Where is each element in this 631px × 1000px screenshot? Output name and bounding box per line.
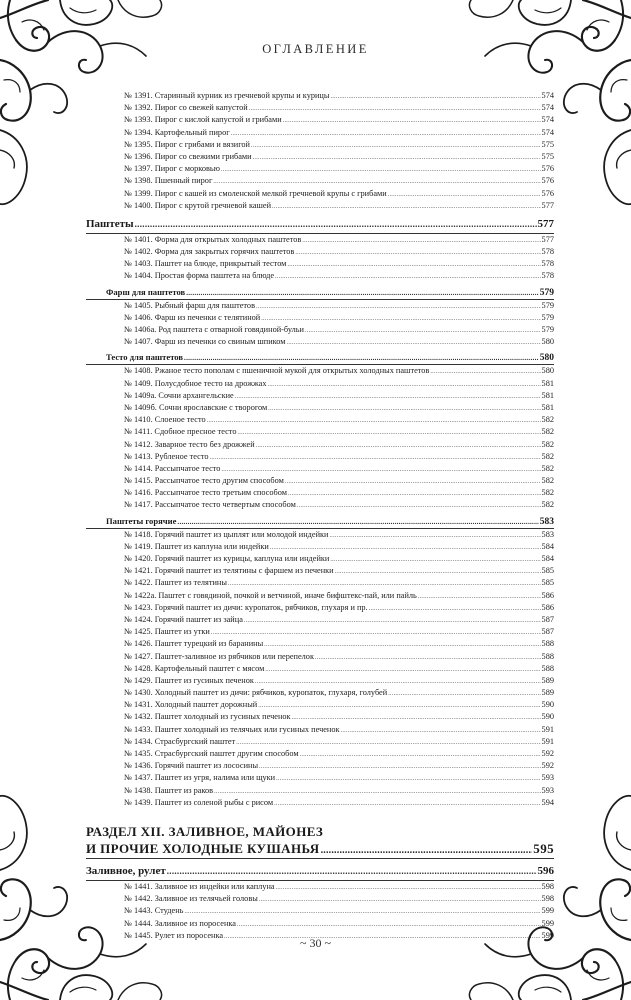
dot-leader — [275, 270, 541, 282]
dot-leader — [335, 565, 541, 577]
toc-entry-page: 579 — [541, 312, 554, 322]
dot-leader — [285, 475, 541, 487]
toc-entry-title: № 1417. Рассыпчатое тесто четвертым способом — [124, 500, 296, 510]
toc-entry[interactable] — [86, 426, 554, 438]
toc-entry[interactable] — [86, 881, 554, 893]
toc-subsection-page: 580 — [539, 353, 554, 364]
toc-entry-title: № 1392. Пирог со свежей капустой — [124, 103, 248, 113]
toc-entry[interactable] — [86, 90, 554, 102]
toc-entry-title: № 1431. Холодный паштет дорожный — [124, 700, 258, 710]
toc-entry[interactable] — [86, 378, 554, 390]
toc-entry-page: 581 — [541, 402, 554, 412]
toc-entry-page: 594 — [541, 797, 554, 807]
dot-leader — [184, 905, 540, 917]
toc-entry-page: 575 — [541, 151, 554, 161]
toc-entry[interactable] — [86, 139, 554, 151]
toc-entry-page: 589 — [541, 688, 554, 698]
toc-entry-title: № 1403. Паштет на блюде, прикрытый тестом — [124, 259, 287, 269]
dot-leader — [214, 785, 540, 797]
toc-subsection-title: Тесто для паштетов — [106, 352, 184, 363]
page-number: ~ 30 ~ — [300, 936, 331, 950]
toc-entry[interactable] — [86, 626, 554, 638]
dot-leader — [259, 760, 541, 772]
toc-entry[interactable] — [86, 711, 554, 723]
toc-entry-title: № 1412. Заварное тесто без дрожжей — [124, 439, 255, 449]
toc-entry-title: № 1396. Пирог со свежими грибами — [124, 151, 252, 161]
toc-entry-page: 576 — [541, 188, 554, 198]
toc-entry[interactable] — [86, 918, 554, 930]
dot-leader — [236, 736, 540, 748]
dot-leader — [221, 163, 541, 175]
dot-leader — [274, 797, 540, 809]
dot-leader — [231, 127, 541, 139]
toc-entry-page: 574 — [541, 103, 554, 113]
toc-entry-page: 576 — [541, 164, 554, 174]
dot-leader — [302, 234, 540, 246]
dot-leader — [184, 350, 539, 365]
toc-subsection[interactable] — [86, 350, 554, 365]
dot-leader — [253, 151, 541, 163]
toc-entry-title: № 1408. Ржаное тесто пополам с пшеничной мукой для открытых холодных паштетов — [124, 366, 430, 376]
dot-leader — [388, 687, 540, 699]
dot-leader — [264, 638, 540, 650]
toc-entry-page: 593 — [541, 773, 554, 783]
toc-entry-title: № 1424. Горячий паштет из зайца — [124, 614, 243, 624]
toc-entry-page: 592 — [541, 749, 554, 758]
toc-entry-page: 582 — [541, 463, 554, 473]
dot-leader — [287, 336, 541, 348]
toc-entry[interactable] — [86, 188, 554, 200]
toc-entry[interactable] — [86, 785, 554, 797]
toc-entry-title: № 1409. Полусдобное тесто на дрожжах — [124, 378, 267, 388]
toc-entry-page: 582 — [541, 451, 554, 461]
toc-entry-title: № 1402. Форма для закрытых горячих паштетов — [124, 247, 295, 257]
dot-leader — [256, 439, 541, 451]
toc-entry-title: № 1426. Паштет турецкий из баранины — [124, 639, 264, 649]
toc-entry-title: № 1397. Пирог с морковью — [124, 164, 220, 174]
dot-leader — [265, 663, 540, 675]
toc-entry-page: 578 — [541, 247, 554, 257]
dot-leader — [255, 675, 541, 687]
toc-entry-title: № 1433. Паштет холодный из телячьих или гусиных печенок — [124, 724, 340, 734]
dot-leader — [135, 216, 537, 233]
part-page-number: 595 — [533, 840, 554, 856]
toc-entry-title: № 1401. Форма для открытых холодных паштетов — [124, 234, 302, 244]
dot-leader — [321, 840, 533, 859]
toc-entry-title: № 1406а. Род паштета с отварной говядиной-бульи — [124, 325, 304, 334]
dot-leader — [251, 139, 541, 151]
toc-entry[interactable] — [86, 234, 554, 246]
toc-entry-title: № 1420. Горячий паштет из курицы, каплуна или индейки — [124, 554, 330, 563]
part-heading-line2-row[interactable] — [86, 840, 554, 859]
dot-leader — [213, 175, 540, 187]
toc-entry[interactable] — [86, 638, 554, 650]
toc-entry-page: 599 — [541, 918, 554, 928]
dot-leader — [388, 188, 541, 200]
toc-entry-title: № 1445. Рулет из поросенка — [124, 930, 224, 940]
toc-entry[interactable] — [86, 577, 554, 589]
toc-entry-page: 589 — [541, 675, 554, 685]
toc-subsection-page: 583 — [539, 516, 554, 527]
toc-entry-title: № 1436. Горячий паштет из лососины — [124, 761, 259, 771]
toc-entry-title: № 1400. Пирог с крутой гречневой кашей — [124, 200, 272, 210]
dot-leader — [210, 451, 541, 463]
toc-entry[interactable] — [86, 200, 554, 212]
toc-entry-page: 578 — [541, 271, 554, 281]
toc-entry-title: № 1394. Картофельный пирог — [124, 127, 230, 137]
toc-entry-page: 582 — [541, 476, 554, 486]
toc-entry-title: № 1435. Страсбургский паштет другим способом — [124, 749, 299, 758]
toc-entry-page: 580 — [541, 366, 554, 376]
toc-entry-page: 586 — [541, 602, 554, 612]
toc-entry-title: № 1430. Холодный паштет из дичи: рябчиков, куропаток, глухаря, голубей — [124, 688, 388, 698]
toc-entry-title: № 1439. Паштет из соленой рыбы с рисом — [124, 797, 274, 807]
dot-leader — [186, 285, 539, 300]
toc-entry-page: 587 — [541, 614, 554, 624]
part-heading-line1: РАЗДЕЛ XII. ЗАЛИВНОЕ, МАЙОНЕЗ — [86, 823, 324, 839]
dot-leader — [292, 711, 541, 723]
toc-entry-title: № 1393. Пирог с кислой капустой и грибами — [124, 115, 282, 125]
toc-entry-title: № 1437. Паштет из угря, налима или щуки — [124, 773, 276, 783]
toc-entry-page: 574 — [541, 91, 554, 100]
toc-entry[interactable] — [86, 127, 554, 139]
toc-entry-page: 576 — [541, 176, 554, 186]
toc-subsection[interactable] — [86, 285, 554, 300]
toc-entry[interactable] — [86, 312, 554, 324]
dot-leader — [207, 414, 541, 426]
toc-entry[interactable] — [86, 541, 554, 553]
toc-entry-page: 579 — [541, 325, 554, 334]
dot-leader — [341, 724, 541, 736]
dot-leader — [237, 426, 540, 438]
toc-entry-page: 598 — [541, 894, 554, 904]
toc-entry-page: 584 — [541, 541, 554, 551]
toc-entry-title: № 1398. Пшенный пирог — [124, 176, 213, 186]
toc-entry[interactable] — [86, 724, 554, 736]
toc-entry[interactable] — [86, 439, 554, 451]
toc-entry[interactable] — [86, 365, 554, 377]
dot-leader — [305, 324, 541, 336]
toc-entry-page: 580 — [541, 337, 554, 347]
dot-leader — [329, 529, 540, 541]
toc-entry-page: 587 — [541, 627, 554, 637]
dot-leader — [256, 300, 541, 312]
dot-leader — [244, 614, 541, 626]
dot-leader — [249, 102, 541, 114]
toc-subsection[interactable] — [86, 514, 554, 529]
toc-entry-page: 585 — [541, 578, 554, 588]
toc-entry-page: 588 — [541, 651, 554, 661]
toc-entry-title: № 1419. Паштет из каплуна или индейки — [124, 541, 269, 551]
toc-subsection-page: 579 — [539, 287, 554, 298]
toc-entry[interactable] — [86, 246, 554, 258]
toc-entry[interactable] — [86, 893, 554, 905]
toc-entry[interactable] — [86, 565, 554, 577]
toc-entry-page: 598 — [541, 881, 554, 891]
toc-entry-page: 582 — [541, 415, 554, 425]
toc-entry[interactable] — [86, 687, 554, 699]
toc-section[interactable] — [86, 863, 554, 881]
toc-entry[interactable] — [86, 699, 554, 711]
toc-entry-page: 577 — [541, 234, 554, 244]
dot-leader — [211, 626, 541, 638]
dot-leader — [221, 463, 540, 475]
toc-entry-page: 591 — [541, 724, 554, 734]
toc-entry-title: № 1391. Старинный курник из гречневой крупы и курицы — [124, 91, 330, 100]
toc-entry[interactable] — [86, 270, 554, 282]
toc-entry[interactable] — [86, 175, 554, 187]
toc-entry-page: 592 — [541, 761, 554, 771]
toc-entry-title: № 1410. Слоеное тесто — [124, 415, 206, 425]
toc-entry-page: 586 — [541, 590, 554, 600]
toc-section-page: 596 — [537, 864, 554, 877]
toc-entry[interactable] — [86, 163, 554, 175]
dot-leader — [315, 651, 541, 663]
toc-entry-title: № 1415. Рассыпчатое тесто другим способом — [124, 476, 284, 486]
toc-entry-page: 581 — [541, 378, 554, 388]
toc-entry-title: № 1416. Рассыпчатое тесто третьим способом — [124, 488, 288, 498]
toc-entry-page: 579 — [541, 300, 554, 310]
toc-entry[interactable] — [86, 300, 554, 312]
toc-entry-title: № 1409а. Сочни архангельские — [124, 390, 234, 400]
toc-entry-title: № 1404. Простая форма паштета на блюде — [124, 271, 275, 281]
toc-entry-title: № 1405. Рыбный фарш для паштетов — [124, 300, 255, 310]
dot-leader — [235, 390, 541, 402]
toc-entry-page: 582 — [541, 427, 554, 437]
toc-entry[interactable] — [86, 258, 554, 270]
toc-entry-page: 599 — [541, 930, 554, 940]
toc-subsection-title: Паштеты горячие — [106, 515, 177, 526]
toc-entry-page: 581 — [541, 390, 554, 400]
toc-entry[interactable] — [86, 614, 554, 626]
dot-leader — [287, 258, 540, 270]
dot-leader — [295, 246, 540, 258]
dot-leader — [288, 487, 541, 499]
dot-leader — [258, 699, 540, 711]
toc-entry-title: № 1425. Паштет из утки — [124, 627, 210, 637]
toc-entry[interactable] — [86, 553, 554, 565]
toc-entry-page: 599 — [541, 906, 554, 916]
toc-entry-page: 578 — [541, 259, 554, 269]
dot-leader — [259, 893, 541, 905]
toc-entry-title: № 1406. Фарш из печенки с телятиной — [124, 312, 261, 322]
toc-entry[interactable] — [86, 475, 554, 487]
toc-entry[interactable] — [86, 590, 554, 602]
toc-entry[interactable] — [86, 760, 554, 772]
toc-entry-page: 590 — [541, 700, 554, 710]
toc-section[interactable] — [86, 216, 554, 234]
running-header: ОГЛАВЛЕНИЕ — [262, 42, 369, 56]
toc-entry[interactable] — [86, 797, 554, 809]
dot-leader — [297, 499, 541, 511]
toc-entry[interactable] — [86, 602, 554, 614]
toc-entry[interactable] — [86, 414, 554, 426]
table-of-contents — [86, 90, 554, 942]
toc-entry[interactable] — [86, 451, 554, 463]
toc-entry-title: № 1395. Пирог с грибами и вязигой — [124, 139, 250, 149]
dot-leader — [237, 918, 541, 930]
toc-section-title: Заливное, рулет — [86, 864, 166, 877]
toc-entry-title: № 1422а. Паштет с говядиной, почкой и ветчиной, иначе бифштекс-пай, или пайль — [124, 590, 417, 600]
toc-entry[interactable] — [86, 102, 554, 114]
toc-entry-title: № 1428. Картофельный паштет с мясом — [124, 663, 265, 673]
toc-entry-title: № 1438. Паштет из раков — [124, 785, 214, 795]
toc-entry-page: 590 — [541, 712, 554, 722]
toc-entry-page: 575 — [541, 139, 554, 149]
toc-subsection-title: Фарш для паштетов — [106, 286, 186, 297]
part-heading — [86, 823, 554, 859]
dot-leader — [369, 602, 541, 614]
toc-entry-title: № 1413. Рубленое тесто — [124, 451, 209, 461]
dot-leader — [276, 772, 540, 784]
toc-entry-title: № 1427. Паштет-заливное из рябчиков или перепелок — [124, 651, 314, 661]
toc-entry-page: 588 — [541, 639, 554, 649]
toc-entry-page: 585 — [541, 566, 554, 576]
toc-entry-page: 582 — [541, 439, 554, 449]
toc-entry-title: № 1429. Паштет из гусиных печенок — [124, 675, 254, 685]
dot-leader — [177, 514, 538, 529]
dot-leader — [418, 590, 541, 602]
toc-entry-title: № 1432. Паштет холодный из гусиных печенок — [124, 712, 291, 722]
toc-entry[interactable] — [86, 499, 554, 511]
toc-entry-title: № 1399. Пирог с кашей из смоленской мелкой гречневой крупы с грибами — [124, 188, 387, 198]
toc-entry-page: 591 — [541, 736, 554, 746]
toc-entry[interactable] — [86, 663, 554, 675]
toc-entry-title: № 1442. Заливное из телячьей головы — [124, 894, 258, 904]
dot-leader — [330, 553, 540, 565]
toc-entry-page: 593 — [541, 785, 554, 795]
toc-entry-page: 582 — [541, 500, 554, 510]
toc-entry[interactable] — [86, 748, 554, 760]
dot-leader — [300, 748, 541, 760]
dot-leader — [270, 541, 541, 553]
toc-entry[interactable] — [86, 651, 554, 663]
toc-entry[interactable] — [86, 336, 554, 348]
part-heading-line2: И ПРОЧИЕ ХОЛОДНЫЕ КУШАНЬЯ — [86, 840, 320, 856]
toc-entry-page: 577 — [541, 200, 554, 210]
dot-leader — [272, 200, 541, 212]
dot-leader — [430, 365, 540, 377]
toc-entry-title: № 1423. Горячий паштет из дичи: куропаток, рябчиков, глухаря и пр. — [124, 602, 368, 612]
toc-entry[interactable] — [86, 905, 554, 917]
toc-entry-title: № 1443. Студень — [124, 906, 184, 916]
dot-leader — [330, 90, 540, 102]
toc-entry[interactable] — [86, 772, 554, 784]
toc-entry-page: 588 — [541, 663, 554, 673]
toc-entry-title: № 1434. Страсбургский паштет — [124, 736, 236, 746]
dot-leader — [268, 378, 541, 390]
toc-entry-title: № 1421. Горячий паштет из телятины с фаршем из печенки — [124, 566, 334, 576]
dot-leader — [228, 577, 541, 589]
toc-entry-title: № 1444. Заливное из поросенка — [124, 918, 236, 928]
toc-entry[interactable] — [86, 402, 554, 414]
toc-entry[interactable] — [86, 151, 554, 163]
toc-entry[interactable] — [86, 390, 554, 402]
dot-leader — [261, 312, 540, 324]
toc-entry-title: № 1414. Рассыпчатое тесто — [124, 463, 221, 473]
dot-leader — [268, 402, 540, 414]
toc-entry-page: 584 — [541, 554, 554, 563]
toc-entry[interactable] — [86, 463, 554, 475]
toc-entry[interactable] — [86, 529, 554, 541]
dot-leader — [283, 114, 541, 126]
toc-entry[interactable] — [86, 736, 554, 748]
toc-entry-title: № 1411. Сдобное пресное тесто — [124, 427, 237, 437]
toc-entry-title: № 1422. Паштет из телятины — [124, 578, 227, 588]
toc-entry-page: 582 — [541, 488, 554, 498]
dot-leader — [276, 881, 541, 893]
toc-entry-title: № 1409б. Сочни ярославские с творогом — [124, 402, 268, 412]
toc-entry[interactable] — [86, 487, 554, 499]
toc-entry-title: № 1407. Фарш из печенки со свиным шпиком — [124, 337, 286, 347]
dot-leader — [167, 863, 537, 880]
toc-entry[interactable] — [86, 114, 554, 126]
toc-entry-page: 583 — [541, 529, 554, 539]
toc-entry-title: № 1441. Заливное из индейки или каплуна — [124, 881, 275, 891]
toc-section-title: Паштеты — [86, 217, 134, 230]
toc-entry-title: № 1418. Горячий паштет из цыплят или молодой индейки — [124, 529, 329, 539]
toc-entry-page: 574 — [541, 127, 554, 137]
toc-entry[interactable] — [86, 675, 554, 687]
toc-entry-page: 574 — [541, 115, 554, 125]
toc-section-page: 577 — [537, 217, 554, 230]
toc-entry[interactable] — [86, 324, 554, 336]
